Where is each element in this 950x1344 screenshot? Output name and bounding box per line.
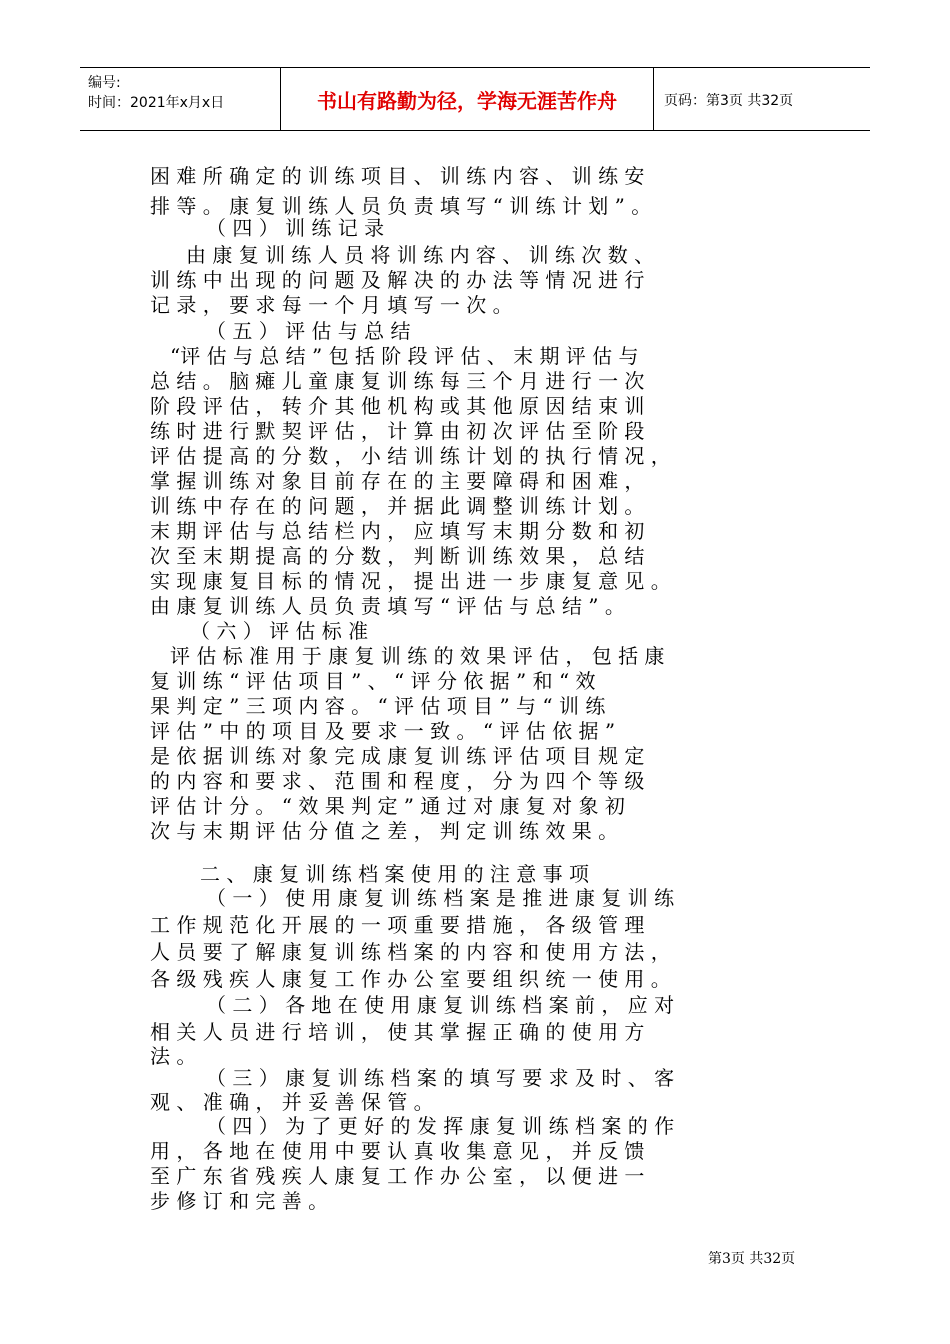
- text-line: 果 判 定 ” 三 项 内 容 。 “ 评 估 项 目 ” 与 “ 训 练: [150, 694, 606, 718]
- text-line: （ 一 ） 使 用 康 复 训 练 档 案 是 推 进 康 复 训 练: [206, 886, 675, 910]
- text-line: 末 期 评 估 与 总 结 栏 内 ， 应 填 写 末 期 分 数 和 初: [150, 519, 645, 543]
- text-line: （ 三 ） 康 复 训 练 档 案 的 填 写 要 求 及 时 、 客: [206, 1066, 675, 1090]
- text-line: （ 四 ） 为 了 更 好 的 发 挥 康 复 训 练 档 案 的 作: [206, 1114, 675, 1138]
- section-heading: （ 四 ） 训 练 记 录: [206, 216, 385, 240]
- text-line: “评 估 与 总 结 ” 包 括 阶 段 评 估 、 末 期 评 估 与: [170, 344, 639, 368]
- text-line: 用 ， 各 地 在 使 用 中 要 认 真 收 集 意 见 ， 并 反 馈: [150, 1139, 645, 1163]
- text-line: 是 依 据 训 练 对 象 完 成 康 复 训 练 评 估 项 目 规 定: [150, 744, 645, 768]
- page-header: [80, 67, 870, 131]
- text-line: 阶 段 评 估 ， 转 介 其 他 机 构 或 其 他 原 因 结 束 训: [150, 394, 645, 418]
- section-heading: （ 六 ） 评 估 标 准: [190, 619, 369, 643]
- text-line: 排 等 。 康 复 训 练 人 员 负 责 填 写 “ 训 练 计 划 ” 。: [150, 194, 652, 218]
- header-middle-cell: [281, 68, 654, 130]
- text-line: 相 关 人 员 进 行 培 训 ， 使 其 掌 握 正 确 的 使 用 方: [150, 1020, 645, 1044]
- text-line: 次 与 末 期 评 估 分 值 之 差 ， 判 定 训 练 效 果 。: [150, 819, 619, 843]
- page-footer: 第3页 共32页: [708, 1251, 796, 1267]
- text-line: 记 录 ， 要 求 每 一 个 月 填 写 一 次 。: [150, 293, 513, 317]
- text-line: 由 康 复 训 练 人 员 将 训 练 内 容 、 训 练 次 数 、: [186, 243, 655, 267]
- header-right-cell: [654, 68, 870, 130]
- text-line: 练 时 进 行 默 契 评 估 ， 计 算 由 初 次 评 估 至 阶 段: [150, 419, 645, 443]
- text-line: 人 员 要 了 解 康 复 训 练 档 案 的 内 容 和 使 用 方 法 ，: [150, 940, 671, 964]
- text-line: 训 练 中 存 在 的 问 题 ， 并 据 此 调 整 训 练 计 划 。: [150, 494, 645, 518]
- text-line: 总 结 。 脑 瘫 儿 童 康 复 训 练 每 三 个 月 进 行 一 次: [150, 369, 645, 393]
- text-line: 至 广 东 省 残 疾 人 康 复 工 作 办 公 室 ， 以 便 进 一: [150, 1164, 645, 1188]
- header-motto: 书山有路勤为径，学海无涯苦作舟: [317, 89, 617, 113]
- text-line: （ 二 ） 各 地 在 使 用 康 复 训 练 档 案 前 ， 应 对: [206, 993, 675, 1017]
- text-line: 实 现 康 复 目 标 的 情 况 ， 提 出 进 一 步 康 复 意 见 。: [150, 569, 671, 593]
- text-line: 法 。: [150, 1044, 197, 1068]
- text-line: 复 训 练 “ 评 估 项 目 ” 、 “ 评 分 依 据 ” 和 “ 效: [150, 669, 596, 693]
- text-line: 各 级 残 疾 人 康 复 工 作 办 公 室 要 组 织 统 一 使 用 。: [150, 967, 671, 991]
- header-page-info: 页码：第3页 共32页: [664, 93, 794, 109]
- text-line: 评 估 提 高 的 分 数 ， 小 结 训 练 计 划 的 执 行 情 况 ，: [150, 444, 671, 468]
- document-number-label: 编号:: [88, 75, 121, 91]
- text-line: 步 修 订 和 完 善 。: [150, 1189, 329, 1213]
- text-line: 训 练 中 出 现 的 问 题 及 解 决 的 办 法 等 情 况 进 行: [150, 268, 645, 292]
- text-line: 观 、 准 确 ， 并 妥 善 保 管 。: [150, 1090, 434, 1114]
- text-line: 评 估 标 准 用 于 康 复 训 练 的 效 果 评 估 ， 包 括 康: [170, 644, 665, 668]
- text-line: 评 估 ” 中 的 项 目 及 要 求 一 致 。 “ 评 估 依 据 ”: [150, 719, 616, 743]
- text-line: 掌 握 训 练 对 象 目 前 存 在 的 主 要 障 碍 和 困 难 ，: [150, 469, 645, 493]
- text-line: 评 估 计 分 。 “ 效 果 判 定 ” 通 过 对 康 复 对 象 初: [150, 794, 625, 818]
- text-line: 困 难 所 确 定 的 训 练 项 目 、 训 练 内 容 、 训 练 安: [150, 164, 645, 188]
- text-line: 工 作 规 范 化 开 展 的 一 项 重 要 措 施 ， 各 级 管 理: [150, 913, 645, 937]
- text-line: 由 康 复 训 练 人 员 负 责 填 写 “ 评 估 与 总 结 ” 。: [150, 594, 625, 618]
- section-heading: （ 五 ） 评 估 与 总 结: [206, 319, 411, 343]
- chapter-heading: 二 、 康 复 训 练 档 案 使 用 的 注 意 事 项: [200, 862, 590, 886]
- text-line: 次 至 末 期 提 高 的 分 数 ， 判 断 训 练 效 果 ， 总 结: [150, 544, 645, 568]
- header-left-cell: [80, 68, 281, 130]
- document-time-label: 时间：2021年x月x日: [88, 95, 225, 111]
- text-line: 的 内 容 和 要 求 、 范 围 和 程 度 ， 分 为 四 个 等 级: [150, 769, 645, 793]
